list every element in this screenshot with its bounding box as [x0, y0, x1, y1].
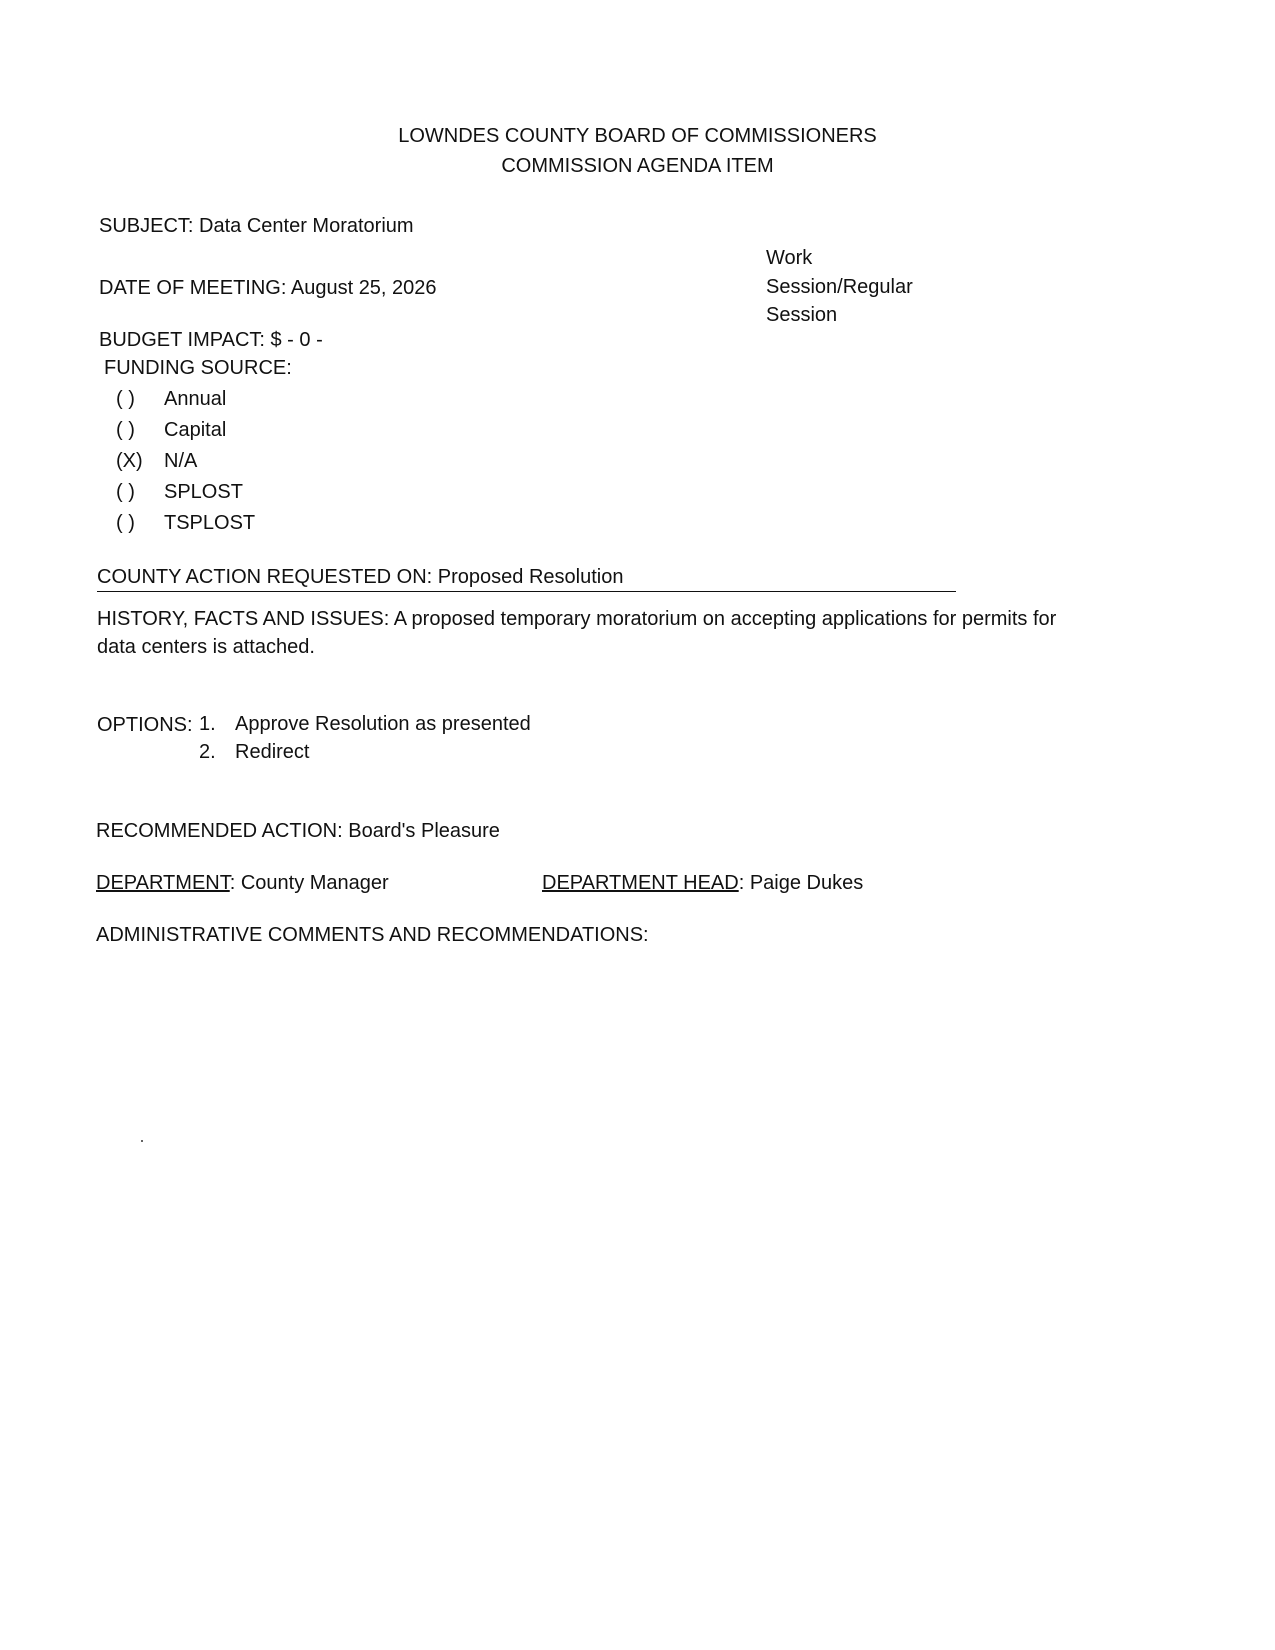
session-line-2: Session/Regular — [766, 276, 913, 298]
option-number: 1. — [199, 713, 216, 735]
checkbox-mark: ( ) — [116, 512, 135, 534]
history-line-1: HISTORY, FACTS AND ISSUES: A proposed temporary moratorium on accepting applications for permits for — [97, 608, 1057, 630]
option-number: 2. — [199, 741, 216, 763]
checkbox-mark: ( ) — [116, 481, 135, 503]
scan-speck — [141, 1140, 143, 1142]
department-head-value: : Paige Dukes — [738, 872, 864, 894]
history-line-2: data centers is attached. — [97, 636, 315, 658]
county-action-requested: COUNTY ACTION REQUESTED ON: Proposed Resolution — [97, 566, 624, 588]
option-item-2 — [199, 741, 309, 764]
funding-option-label: SPLOST — [164, 481, 243, 503]
funding-option-label: Annual — [164, 388, 227, 410]
funding-option-tsplost — [116, 512, 255, 535]
budget-impact: BUDGET IMPACT: $ - 0 - — [99, 329, 323, 351]
option-text: Redirect — [235, 741, 310, 763]
option-text: Approve Resolution as presented — [235, 713, 531, 735]
options-label: OPTIONS: — [97, 714, 193, 736]
date-of-meeting: DATE OF MEETING: August 25, 2026 — [99, 277, 437, 299]
recommended-action: RECOMMENDED ACTION: Board's Pleasure — [96, 820, 500, 842]
administrative-comments: ADMINISTRATIVE COMMENTS AND RECOMMENDATIONS: — [96, 924, 649, 946]
funding-option-label: Capital — [164, 419, 227, 441]
funding-option-annual — [116, 388, 226, 411]
department — [96, 871, 389, 896]
funding-source-label: FUNDING SOURCE: — [104, 357, 292, 379]
department-head-label: DEPARTMENT HEAD — [542, 872, 739, 894]
checkbox-mark: ( ) — [116, 419, 135, 441]
session-line-1: Work — [766, 247, 813, 269]
county-action-underline — [97, 591, 956, 592]
funding-option-splost — [116, 481, 243, 504]
funding-option-label: N/A — [164, 450, 198, 472]
funding-option-na — [116, 450, 197, 473]
department-value: : County Manager — [229, 872, 389, 894]
funding-option-capital — [116, 419, 226, 442]
funding-option-label: TSPLOST — [164, 512, 256, 534]
checkbox-mark: (X) — [116, 450, 143, 472]
subject: SUBJECT: Data Center Moratorium — [99, 215, 414, 237]
option-item-1 — [199, 713, 531, 736]
department-label: DEPARTMENT — [96, 872, 230, 894]
header-subtitle: COMMISSION AGENDA ITEM — [501, 155, 774, 177]
checkbox-mark: ( ) — [116, 388, 135, 410]
department-head — [542, 871, 863, 896]
session-line-3: Session — [766, 304, 838, 326]
header-title: LOWNDES COUNTY BOARD OF COMMISSIONERS — [398, 125, 877, 147]
